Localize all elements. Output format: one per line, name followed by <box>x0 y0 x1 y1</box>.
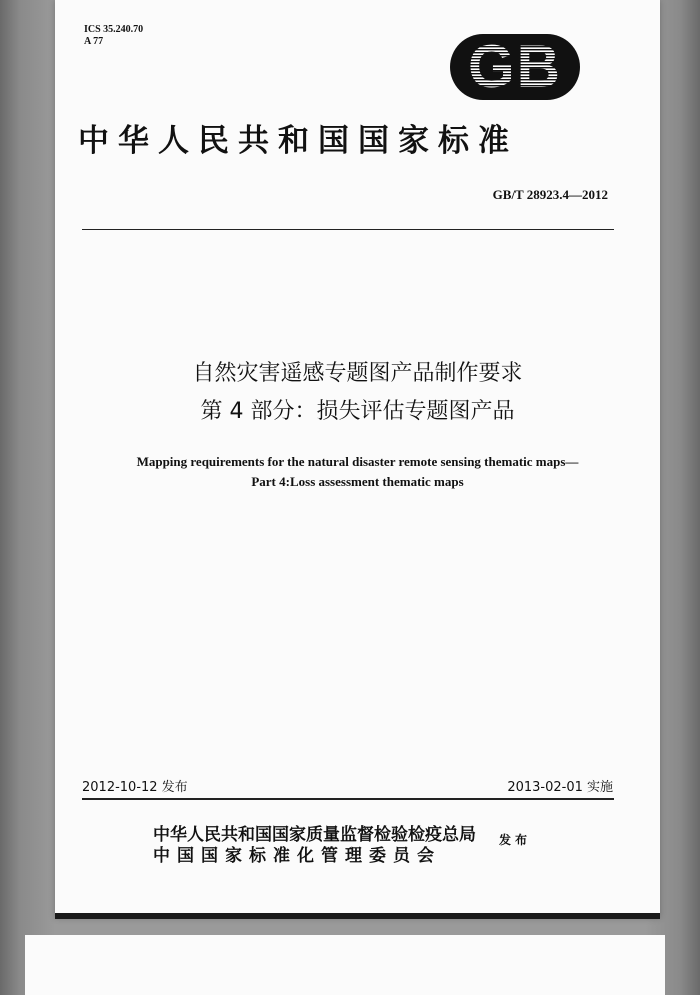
ccs-code: A 77 <box>84 36 104 47</box>
top-rule <box>82 229 614 230</box>
classification-codes <box>84 24 143 48</box>
title-english-line1: Mapping requirements for the natural disaster remote sensing thematic maps— <box>136 454 579 469</box>
bottom-rule <box>82 798 614 800</box>
page-bottom-edge <box>55 913 660 919</box>
title-chinese-line1: 自然灾害遥感专题图产品制作要求 <box>192 361 523 386</box>
next-page-edge <box>25 935 665 995</box>
gb-logo-text: GB <box>468 34 562 100</box>
issue-date: 2012-10-12 发布 <box>82 780 188 795</box>
gb-logo <box>450 34 580 100</box>
ics-code: ICS 35.240.70 <box>84 24 144 35</box>
issuer-line2: 中国国家标准化管理委员会 <box>153 846 441 866</box>
title-chinese-line2: 第 4 部分：损失评估专题图产品 <box>200 399 515 424</box>
implementation-date: 2013-02-01 实施 <box>507 780 613 795</box>
organization-title: 中华人民共和国国家标准 <box>78 123 518 159</box>
publish-label: 发布 <box>499 833 532 847</box>
issuer-line1: 中华人民共和国国家质量监督检验检疫总局 <box>153 825 476 845</box>
standard-number: GB/T 28923.4—2012 <box>492 187 608 202</box>
title-english-line2: Part 4:Loss assessment thematic maps <box>251 474 464 489</box>
